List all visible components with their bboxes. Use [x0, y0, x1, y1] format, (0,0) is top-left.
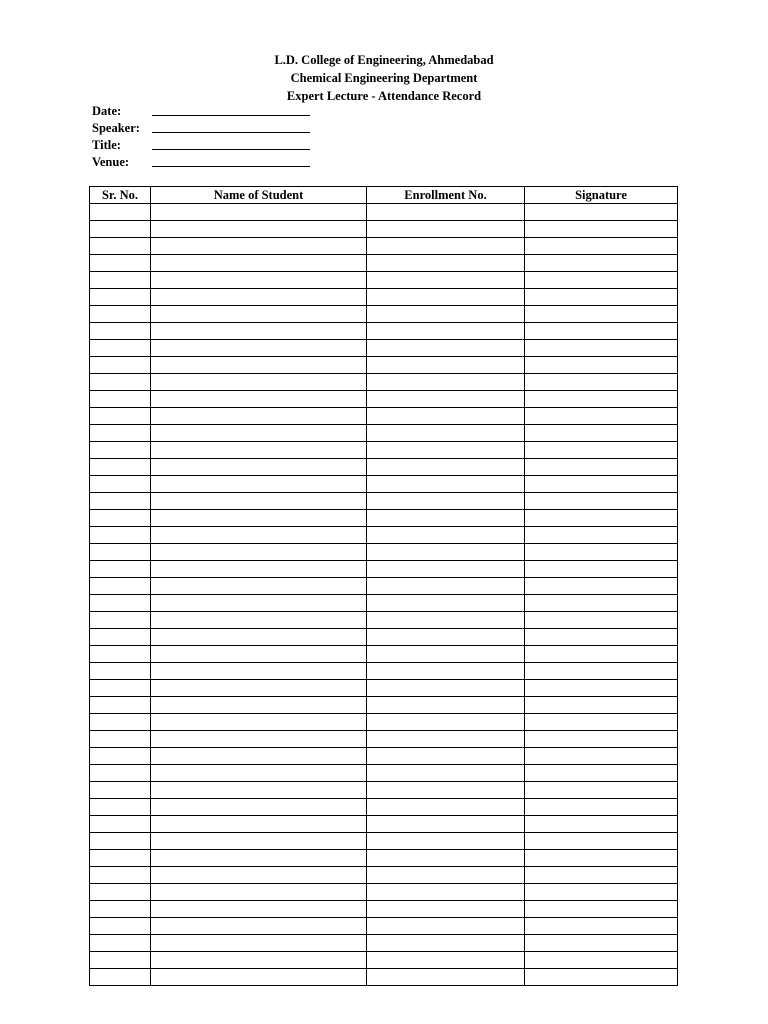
signature-cell[interactable]	[525, 527, 678, 544]
student-name-cell[interactable]	[151, 850, 367, 867]
lecture-details	[92, 102, 310, 170]
signature-cell[interactable]	[525, 578, 678, 595]
student-name-cell[interactable]	[151, 799, 367, 816]
sr-no-cell[interactable]	[90, 442, 151, 459]
sr-no-cell[interactable]	[90, 663, 151, 680]
sr-no-cell[interactable]	[90, 629, 151, 646]
sr-no-cell[interactable]	[90, 867, 151, 884]
student-name-cell[interactable]	[151, 884, 367, 901]
signature-cell[interactable]	[525, 306, 678, 323]
document-header	[0, 51, 768, 105]
sr-no-cell[interactable]	[90, 391, 151, 408]
table-row	[90, 510, 678, 527]
enrollment-no-cell[interactable]	[367, 697, 525, 714]
signature-cell[interactable]	[525, 323, 678, 340]
table-row	[90, 306, 678, 323]
enrollment-no-cell[interactable]	[367, 850, 525, 867]
table-row	[90, 663, 678, 680]
table-row	[90, 952, 678, 969]
enrollment-no-cell[interactable]	[367, 748, 525, 765]
table-row	[90, 255, 678, 272]
student-name-cell[interactable]	[151, 459, 367, 476]
student-name-cell[interactable]	[151, 391, 367, 408]
table-row	[90, 765, 678, 782]
table-row	[90, 527, 678, 544]
student-name-cell[interactable]	[151, 204, 367, 221]
enrollment-no-cell[interactable]	[367, 255, 525, 272]
signature-cell[interactable]	[525, 663, 678, 680]
enrollment-no-cell[interactable]	[367, 884, 525, 901]
signature-cell[interactable]	[525, 782, 678, 799]
signature-cell[interactable]	[525, 969, 678, 986]
table-row	[90, 544, 678, 561]
student-name-cell[interactable]	[151, 952, 367, 969]
enrollment-no-cell[interactable]	[367, 867, 525, 884]
student-name-cell[interactable]	[151, 238, 367, 255]
table-row	[90, 918, 678, 935]
table-row	[90, 850, 678, 867]
table-row	[90, 391, 678, 408]
student-name-cell[interactable]	[151, 595, 367, 612]
date-row	[92, 102, 310, 119]
table-row	[90, 340, 678, 357]
sr-no-cell[interactable]	[90, 527, 151, 544]
enrollment-no-cell[interactable]	[367, 782, 525, 799]
table-row	[90, 816, 678, 833]
student-name-cell[interactable]	[151, 731, 367, 748]
signature-cell[interactable]	[525, 544, 678, 561]
signature-cell[interactable]	[525, 765, 678, 782]
table-row	[90, 357, 678, 374]
sr-no-cell[interactable]	[90, 918, 151, 935]
table-body	[90, 204, 678, 986]
sr-no-cell[interactable]	[90, 357, 151, 374]
student-name-cell[interactable]	[151, 833, 367, 850]
sr-no-cell[interactable]	[90, 952, 151, 969]
enrollment-no-cell[interactable]	[367, 374, 525, 391]
table-row	[90, 782, 678, 799]
signature-cell[interactable]	[525, 918, 678, 935]
table-row	[90, 272, 678, 289]
signature-cell[interactable]	[525, 425, 678, 442]
table-row	[90, 204, 678, 221]
student-name-cell[interactable]	[151, 612, 367, 629]
sr-no-cell[interactable]	[90, 306, 151, 323]
table-row	[90, 476, 678, 493]
table-row	[90, 561, 678, 578]
table-row	[90, 374, 678, 391]
enrollment-no-cell[interactable]	[367, 935, 525, 952]
signature-cell[interactable]	[525, 476, 678, 493]
sr-no-cell[interactable]	[90, 323, 151, 340]
student-name-cell[interactable]	[151, 425, 367, 442]
enrollment-no-cell[interactable]	[367, 969, 525, 986]
sr-no-cell[interactable]	[90, 561, 151, 578]
enrollment-no-cell[interactable]	[367, 340, 525, 357]
enrollment-no-cell[interactable]	[367, 612, 525, 629]
enrollment-no-cell[interactable]	[367, 510, 525, 527]
sr-no-cell[interactable]	[90, 544, 151, 561]
sr-no-cell[interactable]	[90, 374, 151, 391]
column-header-sr-no: Sr. No.	[90, 187, 151, 204]
signature-cell[interactable]	[525, 612, 678, 629]
sr-no-cell[interactable]	[90, 748, 151, 765]
enrollment-no-cell[interactable]	[367, 442, 525, 459]
student-name-cell[interactable]	[151, 918, 367, 935]
student-name-cell[interactable]	[151, 527, 367, 544]
student-name-cell[interactable]	[151, 578, 367, 595]
student-name-cell[interactable]	[151, 357, 367, 374]
sr-no-cell[interactable]	[90, 850, 151, 867]
signature-cell[interactable]	[525, 289, 678, 306]
enrollment-no-cell[interactable]	[367, 816, 525, 833]
signature-cell[interactable]	[525, 629, 678, 646]
table-row	[90, 459, 678, 476]
attendance-table-container	[89, 186, 678, 986]
enrollment-no-cell[interactable]	[367, 714, 525, 731]
title-label: Title:	[92, 138, 121, 152]
enrollment-no-cell[interactable]	[367, 544, 525, 561]
signature-cell[interactable]	[525, 204, 678, 221]
table-row	[90, 646, 678, 663]
enrollment-no-cell[interactable]	[367, 391, 525, 408]
enrollment-no-cell[interactable]	[367, 663, 525, 680]
signature-cell[interactable]	[525, 935, 678, 952]
enrollment-no-cell[interactable]	[367, 221, 525, 238]
sr-no-cell[interactable]	[90, 221, 151, 238]
signature-cell[interactable]	[525, 442, 678, 459]
signature-cell[interactable]	[525, 697, 678, 714]
table-row	[90, 714, 678, 731]
sr-no-cell[interactable]	[90, 493, 151, 510]
sr-no-cell[interactable]	[90, 765, 151, 782]
student-name-cell[interactable]	[151, 272, 367, 289]
table-row	[90, 884, 678, 901]
table-row	[90, 408, 678, 425]
sr-no-cell[interactable]	[90, 425, 151, 442]
student-name-cell[interactable]	[151, 663, 367, 680]
signature-cell[interactable]	[525, 357, 678, 374]
sr-no-cell[interactable]	[90, 646, 151, 663]
column-header-name: Name of Student	[151, 187, 367, 204]
student-name-cell[interactable]	[151, 969, 367, 986]
signature-cell[interactable]	[525, 221, 678, 238]
table-row	[90, 425, 678, 442]
table-row	[90, 612, 678, 629]
enrollment-no-cell[interactable]	[367, 799, 525, 816]
enrollment-no-cell[interactable]	[367, 918, 525, 935]
table-row	[90, 493, 678, 510]
table-row	[90, 901, 678, 918]
student-name-cell[interactable]	[151, 714, 367, 731]
sr-no-cell[interactable]	[90, 204, 151, 221]
signature-cell[interactable]	[525, 340, 678, 357]
speaker-field[interactable]	[152, 120, 310, 133]
signature-cell[interactable]	[525, 680, 678, 697]
sr-no-cell[interactable]	[90, 612, 151, 629]
student-name-cell[interactable]	[151, 544, 367, 561]
student-name-cell[interactable]	[151, 340, 367, 357]
table-row	[90, 238, 678, 255]
table-row	[90, 799, 678, 816]
column-header-enrollment: Enrollment No.	[367, 187, 525, 204]
enrollment-no-cell[interactable]	[367, 289, 525, 306]
student-name-cell[interactable]	[151, 255, 367, 272]
signature-cell[interactable]	[525, 646, 678, 663]
student-name-cell[interactable]	[151, 765, 367, 782]
signature-cell[interactable]	[525, 714, 678, 731]
sr-no-cell[interactable]	[90, 459, 151, 476]
table-row	[90, 697, 678, 714]
table-header-row	[90, 187, 678, 204]
sr-no-cell[interactable]	[90, 272, 151, 289]
table-row	[90, 833, 678, 850]
student-name-cell[interactable]	[151, 493, 367, 510]
signature-cell[interactable]	[525, 850, 678, 867]
signature-cell[interactable]	[525, 374, 678, 391]
title-field[interactable]	[152, 137, 310, 150]
sr-no-cell[interactable]	[90, 289, 151, 306]
enrollment-no-cell[interactable]	[367, 459, 525, 476]
sr-no-cell[interactable]	[90, 578, 151, 595]
enrollment-no-cell[interactable]	[367, 595, 525, 612]
table-row	[90, 578, 678, 595]
venue-field[interactable]	[152, 154, 310, 167]
student-name-cell[interactable]	[151, 646, 367, 663]
department-name: Chemical Engineering Department	[290, 71, 478, 85]
sr-no-cell[interactable]	[90, 969, 151, 986]
table-row	[90, 442, 678, 459]
enrollment-no-cell[interactable]	[367, 680, 525, 697]
enrollment-no-cell[interactable]	[367, 765, 525, 782]
sr-no-cell[interactable]	[90, 901, 151, 918]
student-name-cell[interactable]	[151, 289, 367, 306]
student-name-cell[interactable]	[151, 816, 367, 833]
sr-no-cell[interactable]	[90, 255, 151, 272]
date-label: Date:	[92, 104, 122, 118]
enrollment-no-cell[interactable]	[367, 952, 525, 969]
sr-no-cell[interactable]	[90, 816, 151, 833]
signature-cell[interactable]	[525, 510, 678, 527]
student-name-cell[interactable]	[151, 935, 367, 952]
signature-cell[interactable]	[525, 493, 678, 510]
attendance-table	[89, 186, 678, 986]
enrollment-no-cell[interactable]	[367, 357, 525, 374]
enrollment-no-cell[interactable]	[367, 408, 525, 425]
sr-no-cell[interactable]	[90, 697, 151, 714]
student-name-cell[interactable]	[151, 408, 367, 425]
table-row	[90, 595, 678, 612]
document-title: Expert Lecture - Attendance Record	[286, 89, 482, 103]
venue-label: Venue:	[92, 155, 130, 169]
table-row	[90, 680, 678, 697]
title-row	[92, 136, 310, 153]
sr-no-cell[interactable]	[90, 714, 151, 731]
enrollment-no-cell[interactable]	[367, 901, 525, 918]
table-row	[90, 935, 678, 952]
signature-cell[interactable]	[525, 459, 678, 476]
enrollment-no-cell[interactable]	[367, 323, 525, 340]
sr-no-cell[interactable]	[90, 833, 151, 850]
enrollment-no-cell[interactable]	[367, 731, 525, 748]
signature-cell[interactable]	[525, 799, 678, 816]
sr-no-cell[interactable]	[90, 884, 151, 901]
sr-no-cell[interactable]	[90, 476, 151, 493]
enrollment-no-cell[interactable]	[367, 578, 525, 595]
student-name-cell[interactable]	[151, 374, 367, 391]
student-name-cell[interactable]	[151, 901, 367, 918]
table-row	[90, 748, 678, 765]
student-name-cell[interactable]	[151, 221, 367, 238]
date-field[interactable]	[152, 103, 310, 116]
sr-no-cell[interactable]	[90, 731, 151, 748]
enrollment-no-cell[interactable]	[367, 527, 525, 544]
table-row	[90, 731, 678, 748]
student-name-cell[interactable]	[151, 323, 367, 340]
enrollment-no-cell[interactable]	[367, 272, 525, 289]
enrollment-no-cell[interactable]	[367, 238, 525, 255]
table-row	[90, 867, 678, 884]
student-name-cell[interactable]	[151, 697, 367, 714]
signature-cell[interactable]	[525, 952, 678, 969]
signature-cell[interactable]	[525, 255, 678, 272]
enrollment-no-cell[interactable]	[367, 204, 525, 221]
table-row	[90, 221, 678, 238]
signature-cell[interactable]	[525, 731, 678, 748]
signature-cell[interactable]	[525, 748, 678, 765]
column-header-signature: Signature	[525, 187, 678, 204]
enrollment-no-cell[interactable]	[367, 425, 525, 442]
student-name-cell[interactable]	[151, 561, 367, 578]
sr-no-cell[interactable]	[90, 680, 151, 697]
speaker-label: Speaker:	[92, 121, 140, 135]
sr-no-cell[interactable]	[90, 799, 151, 816]
student-name-cell[interactable]	[151, 680, 367, 697]
enrollment-no-cell[interactable]	[367, 493, 525, 510]
venue-row	[92, 153, 310, 170]
signature-cell[interactable]	[525, 867, 678, 884]
signature-cell[interactable]	[525, 901, 678, 918]
sr-no-cell[interactable]	[90, 935, 151, 952]
signature-cell[interactable]	[525, 238, 678, 255]
student-name-cell[interactable]	[151, 782, 367, 799]
student-name-cell[interactable]	[151, 442, 367, 459]
student-name-cell[interactable]	[151, 629, 367, 646]
student-name-cell[interactable]	[151, 306, 367, 323]
signature-cell[interactable]	[525, 561, 678, 578]
signature-cell[interactable]	[525, 391, 678, 408]
table-row	[90, 629, 678, 646]
enrollment-no-cell[interactable]	[367, 833, 525, 850]
sr-no-cell[interactable]	[90, 595, 151, 612]
student-name-cell[interactable]	[151, 476, 367, 493]
signature-cell[interactable]	[525, 884, 678, 901]
signature-cell[interactable]	[525, 833, 678, 850]
table-row	[90, 289, 678, 306]
speaker-row	[92, 119, 310, 136]
sr-no-cell[interactable]	[90, 782, 151, 799]
student-name-cell[interactable]	[151, 510, 367, 527]
table-row	[90, 969, 678, 986]
signature-cell[interactable]	[525, 595, 678, 612]
enrollment-no-cell[interactable]	[367, 561, 525, 578]
table-row	[90, 323, 678, 340]
enrollment-no-cell[interactable]	[367, 476, 525, 493]
enrollment-no-cell[interactable]	[367, 629, 525, 646]
signature-cell[interactable]	[525, 408, 678, 425]
enrollment-no-cell[interactable]	[367, 646, 525, 663]
signature-cell[interactable]	[525, 816, 678, 833]
sr-no-cell[interactable]	[90, 510, 151, 527]
student-name-cell[interactable]	[151, 748, 367, 765]
student-name-cell[interactable]	[151, 867, 367, 884]
sr-no-cell[interactable]	[90, 340, 151, 357]
college-name: L.D. College of Engineering, Ahmedabad	[274, 53, 494, 67]
enrollment-no-cell[interactable]	[367, 306, 525, 323]
sr-no-cell[interactable]	[90, 238, 151, 255]
sr-no-cell[interactable]	[90, 408, 151, 425]
signature-cell[interactable]	[525, 272, 678, 289]
